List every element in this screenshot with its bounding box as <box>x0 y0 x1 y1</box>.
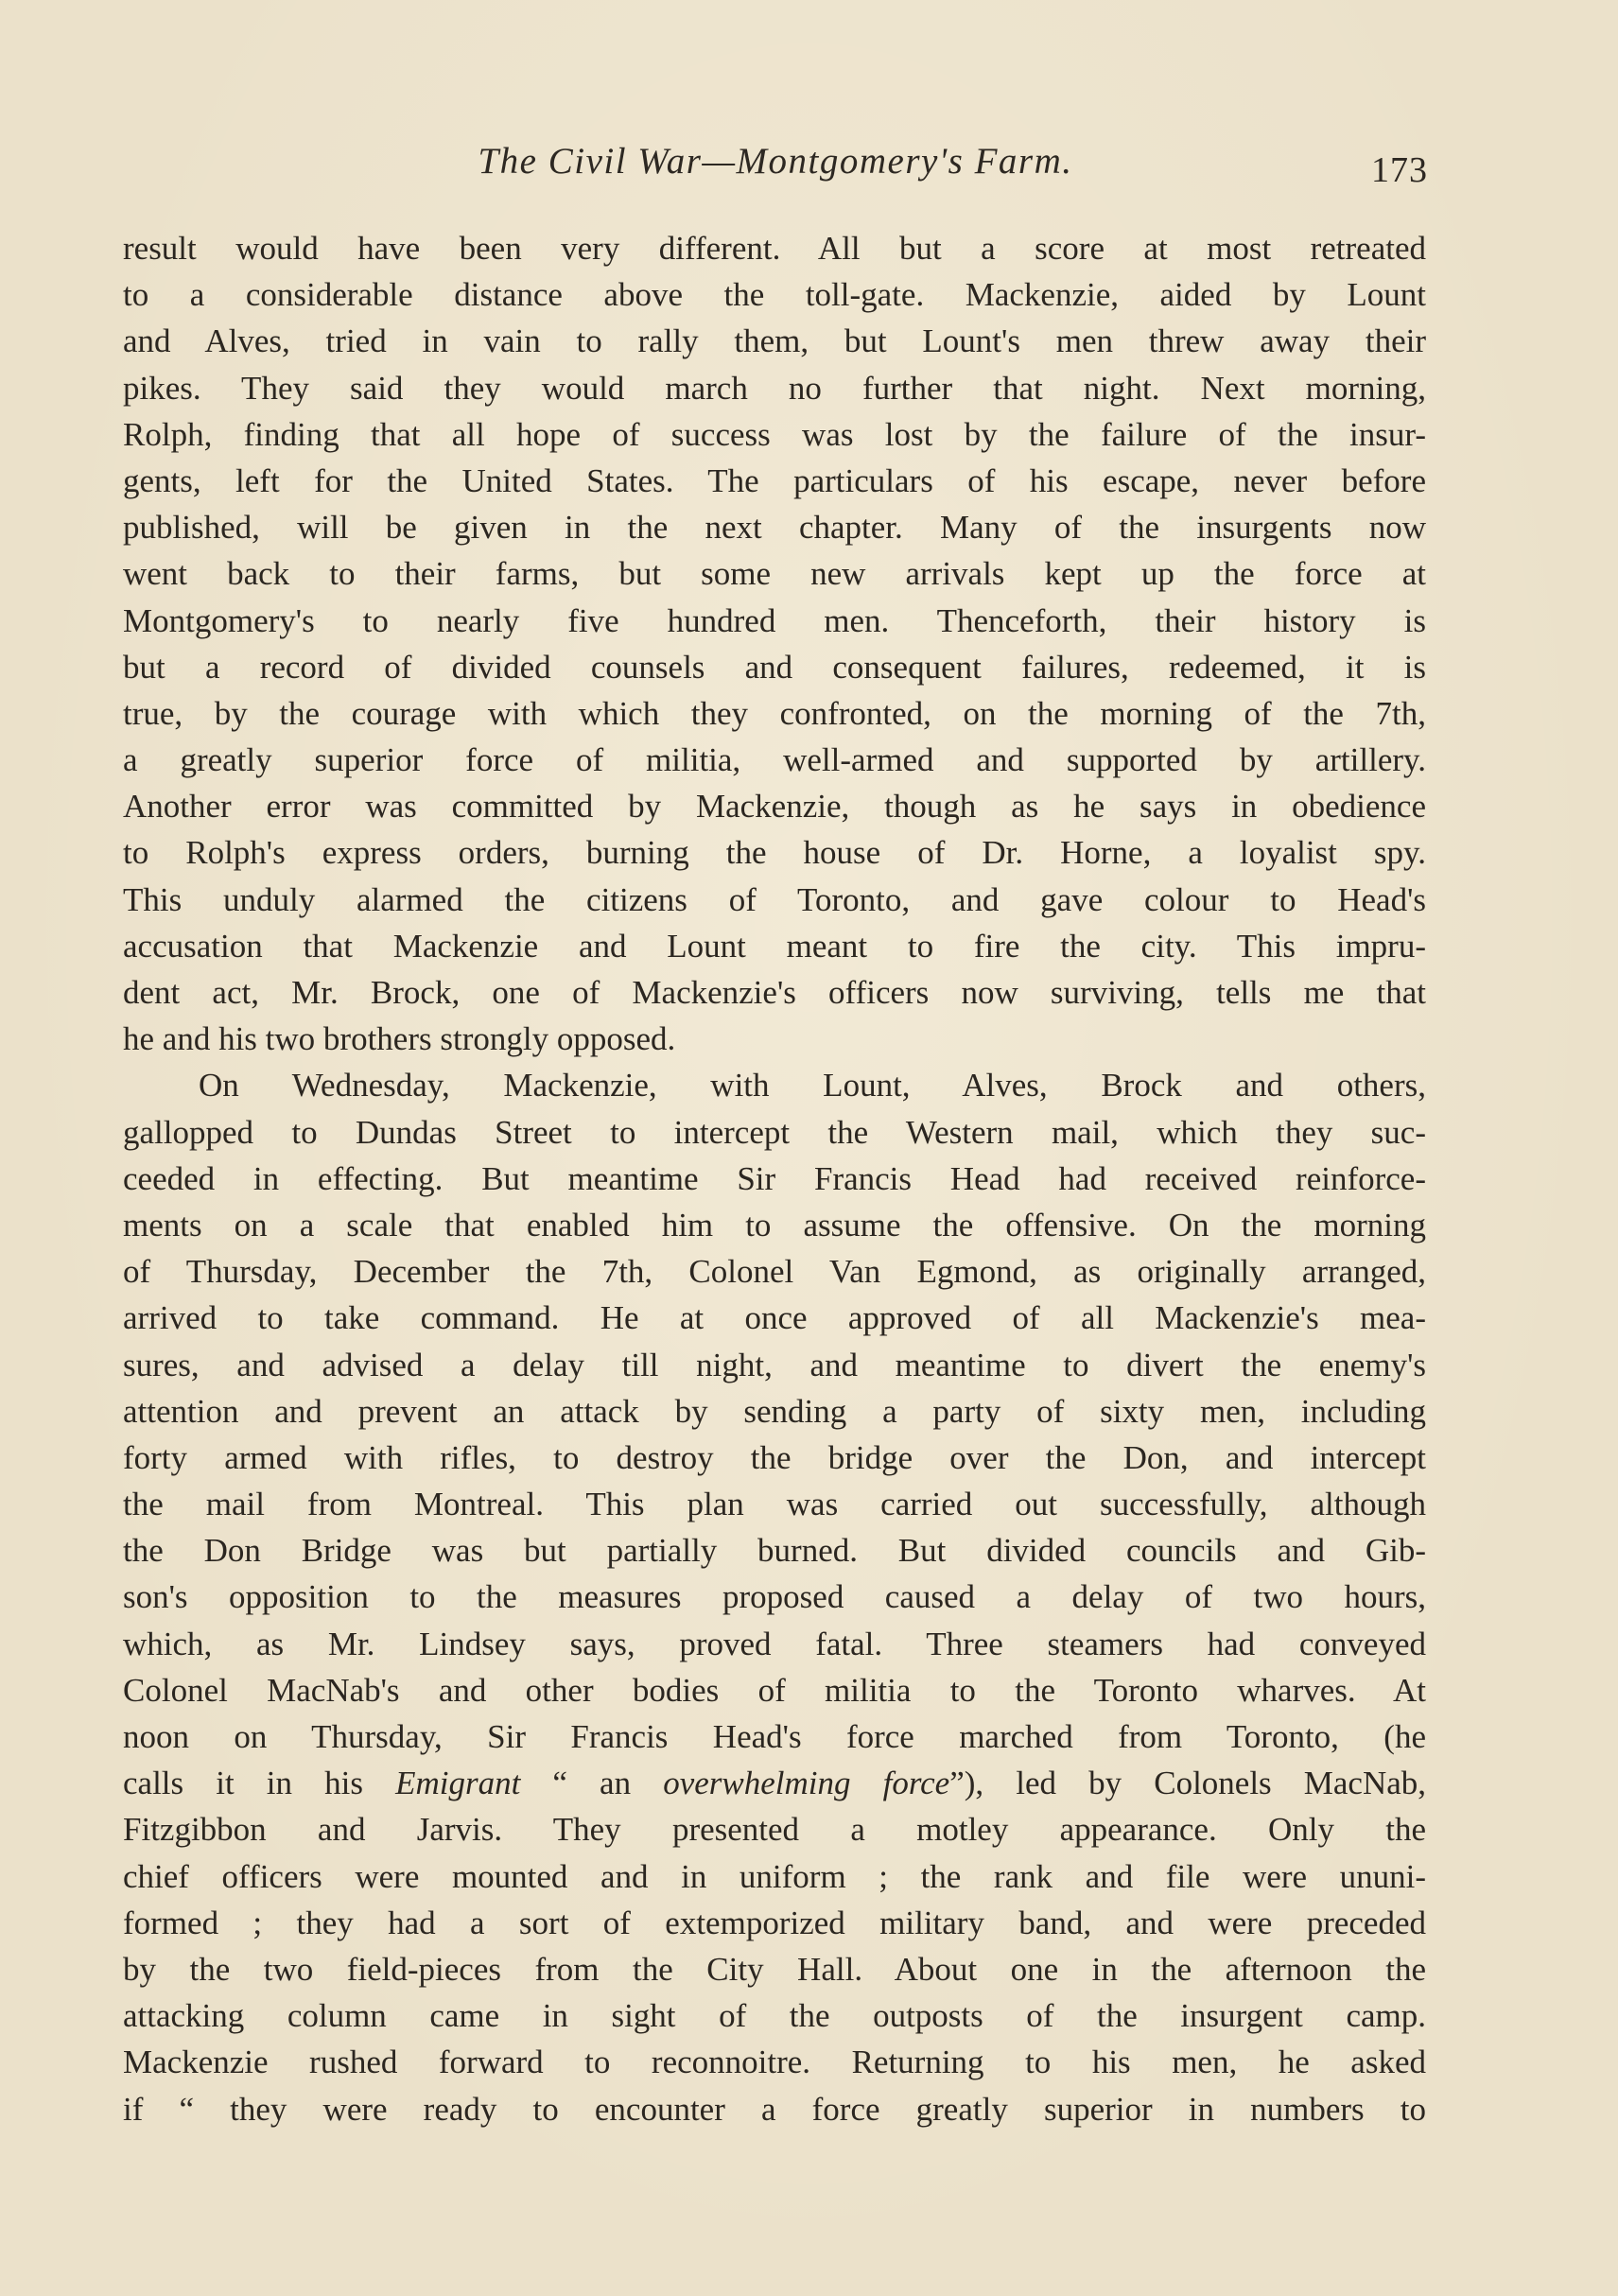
text-line: Montgomery's to nearly five hundred men. Thenceforth, their history is <box>123 601 1426 639</box>
text-line: gents, left for the United States. The particulars of his escape, never before <box>123 461 1426 499</box>
text-line: a greatly superior force of militia, well-armed and supported by artillery. <box>123 741 1426 779</box>
text-line: to a considerable distance above the toll-gate. Mackenzie, aided by Lount <box>123 276 1426 314</box>
text-line: pikes. They said they would march no further that night. Next morning, <box>123 369 1426 407</box>
text-line: accusation that Mackenzie and Lount meant to fire the city. This impru- <box>123 927 1426 965</box>
text-line: Fitzgibbon and Jarvis. They presented a motley appearance. Only the <box>123 1811 1426 1849</box>
text-line: by the two field-pieces from the City Hall. About one in the afternoon the <box>123 1950 1426 1988</box>
text-line: dent act, Mr. Brock, one of Mackenzie's officers now surviving, tells me that <box>123 974 1426 1011</box>
text-line: true, by the courage with which they confronted, on the morning of the 7th, <box>123 694 1426 732</box>
text-line: Rolph, finding that all hope of success was lost by the failure of the insur- <box>123 415 1426 453</box>
text-line: of Thursday, December the 7th, Colonel Van Egmond, as originally arranged, <box>123 1253 1426 1291</box>
text-run: calls it in his <box>123 1765 363 1802</box>
text-line-with-italics <box>123 1760 1426 1806</box>
text-line: if “ they were ready to encounter a force greatly superior in numbers to <box>123 2090 1426 2128</box>
text-line: Colonel MacNab's and other bodies of militia to the Toronto wharves. At <box>123 1671 1426 1709</box>
paragraph-end-line: he and his two brothers strongly opposed. <box>123 1020 676 1058</box>
text-line: attention and prevent an attack by sending a party of sixty men, including <box>123 1392 1426 1430</box>
text-line: ments on a scale that enabled him to assume the offensive. On the morning <box>123 1206 1426 1244</box>
text-line: son's opposition to the measures proposed caused a delay of two hours, <box>123 1578 1426 1616</box>
text-run: ”), led by Colonels MacNab, <box>949 1765 1426 1802</box>
text-line: and Alves, tried in vain to rally them, but Lount's men threw away their <box>123 322 1426 360</box>
text-run: “ an <box>552 1765 632 1802</box>
text-line: gallopped to Dundas Street to intercept the Western mail, which they suc- <box>123 1113 1426 1151</box>
text-line: chief officers were mounted and in uniform ; the rank and file were ununi- <box>123 1857 1426 1895</box>
text-line: noon on Thursday, Sir Francis Head's force marched from Toronto, (he <box>123 1718 1426 1755</box>
running-title: The Civil War—Montgomery's Farm. <box>478 141 1073 182</box>
text-line: result would have been very different. All but a score at most retreated <box>123 230 1426 267</box>
text-line: the mail from Montreal. This plan was carried out successfully, although <box>123 1486 1426 1523</box>
text-line: ceeded in effecting. But meantime Sir Francis Head had received reinforce- <box>123 1159 1426 1197</box>
text-line: which, as Mr. Lindsey says, proved fatal. Three steamers had conveyed <box>123 1625 1426 1662</box>
text-line: arrived to take command. He at once approved of all Mackenzie's mea- <box>123 1299 1426 1337</box>
text-line: to Rolph's express orders, burning the house of Dr. Horne, a loyalist spy. <box>123 834 1426 872</box>
italic-title-emigrant: Emigrant <box>395 1765 521 1802</box>
page-number: 173 <box>1371 150 1428 190</box>
text-line: forty armed with rifles, to destroy the bridge over the Don, and intercept <box>123 1438 1426 1476</box>
text-line: Another error was committed by Mackenzie, though as he says in obedience <box>123 788 1426 826</box>
paragraph-start-line: On Wednesday, Mackenzie, with Lount, Alves, Brock and others, <box>199 1067 1426 1105</box>
text-line: sures, and advised a delay till night, and meantime to divert the enemy's <box>123 1346 1426 1383</box>
text-line: formed ; they had a sort of extemporized military band, and were preceded <box>123 1904 1426 1941</box>
text-line: This unduly alarmed the citizens of Toronto, and gave colour to Head's <box>123 880 1426 918</box>
text-line: went back to their farms, but some new arrivals kept up the force at <box>123 555 1426 593</box>
text-line: but a record of divided counsels and consequent failures, redeemed, it is <box>123 648 1426 686</box>
text-line: attacking column came in sight of the outposts of the insurgent camp. <box>123 1997 1426 2035</box>
page-header <box>123 140 1428 197</box>
text-line: the Don Bridge was but partially burned. But divided councils and Gib- <box>123 1532 1426 1570</box>
body-text <box>123 225 1426 2132</box>
text-line: Mackenzie rushed forward to reconnoitre. Returning to his men, he asked <box>123 2044 1426 2081</box>
text-line: published, will be given in the next chapter. Many of the insurgents now <box>123 509 1426 547</box>
italic-quote: overwhelming force <box>663 1765 950 1802</box>
